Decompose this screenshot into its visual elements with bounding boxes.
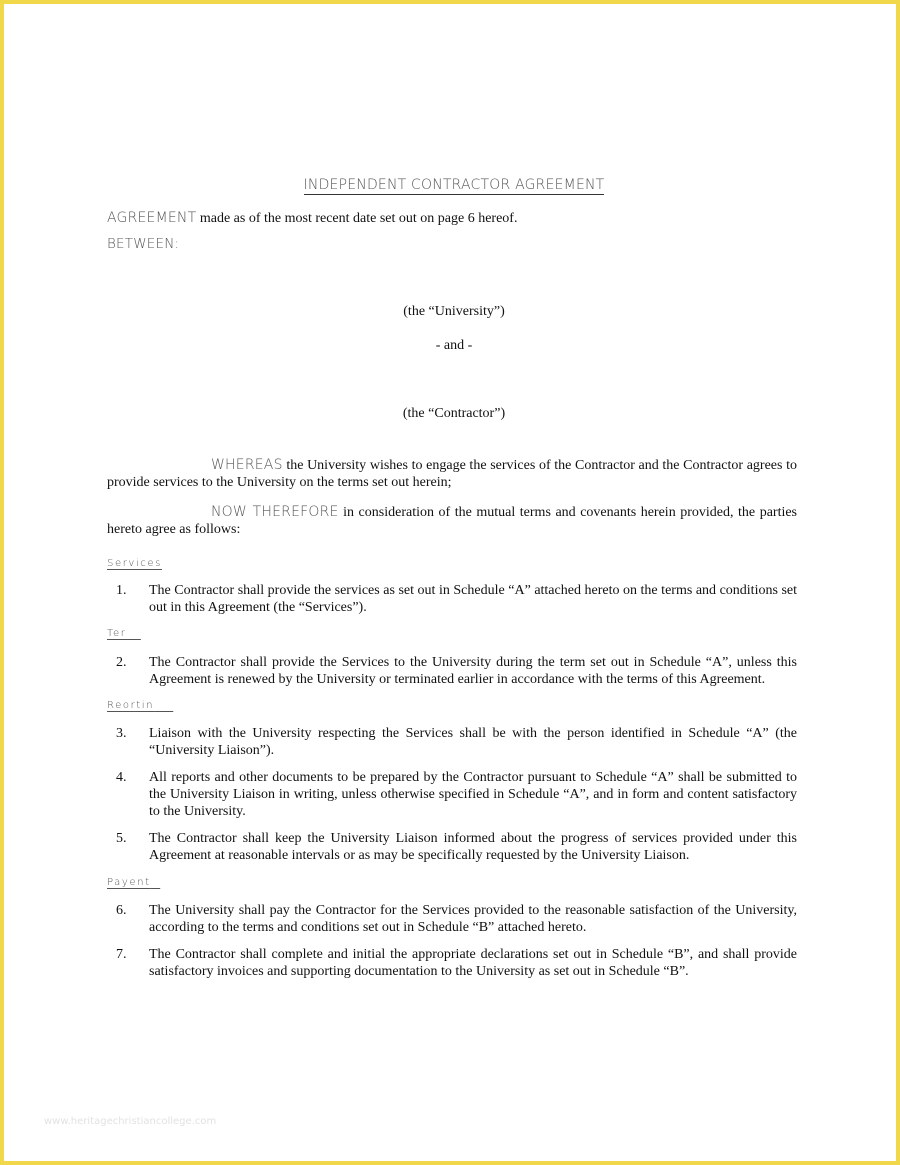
item-number: 6. xyxy=(116,903,127,918)
whereas-text: the University wishes to engage the services of the Contractor and the Contractor agrees to provide services to the University on the terms set out herein; xyxy=(107,458,797,490)
section-heading-services: Services xyxy=(107,558,162,569)
item-number: 5. xyxy=(116,831,127,846)
title-text: INDEPENDENT CONTRACTOR AGREEMENT xyxy=(303,177,605,193)
contractor-party: (the “Contractor”) xyxy=(402,406,506,421)
item-text: The Contractor shall provide the services as set out in Schedule “A” attached hereto on the terms and conditions set out in this Agreement (the “Services”). xyxy=(149,583,797,615)
agreement-line xyxy=(107,210,517,227)
section-heading-payment xyxy=(107,877,160,888)
item-number: 7. xyxy=(116,947,127,962)
item-number: 1. xyxy=(116,583,127,598)
list-item xyxy=(107,582,797,616)
list-item xyxy=(107,830,797,864)
item-text: Liaison with the University respecting the Services shall be with the person identified in Schedule “A” (the “University Liaison”). xyxy=(149,726,797,758)
item-number: 2. xyxy=(116,655,127,670)
item-text: The University shall pay the Contractor for the Services provided to the reasonable satisfaction of the University, according to the terms and conditions set out in Schedule “B” attached hereto. xyxy=(149,903,797,935)
list-item xyxy=(107,902,797,936)
item-text: All reports and other documents to be prepared by the Contractor pursuant to Schedule “A” shall be submitted to the University Liaison in writing, unless otherwise specified in Schedule “A”, and in form and content satisfactory to the University. xyxy=(149,770,797,819)
item-text: The Contractor shall complete and initial the appropriate declarations set out in Schedule “B”, and shall provide satisfactory invoices and supporting documentation to the University as set out in Schedule “B”. xyxy=(149,947,797,979)
whereas-paragraph xyxy=(107,457,797,491)
item-text: The Contractor shall keep the University Liaison informed about the progress of services provided under this Agreement at reasonable intervals or as may be specifically requested by the University Liaison. xyxy=(149,831,797,863)
list-item xyxy=(107,654,797,688)
section-heading-term xyxy=(107,628,141,639)
item-number: 3. xyxy=(116,726,127,741)
and-separator: - and - xyxy=(435,338,473,353)
agreement-text: made as of the most recent date set out on page 6 hereof. xyxy=(199,211,518,226)
now-therefore-paragraph xyxy=(107,504,797,538)
item-text: The Contractor shall provide the Services to the University during the term set out in Schedule “A”, unless this Agreement is renewed by the University or terminated earlier in accordance with the terms of this Agreement. xyxy=(149,655,797,687)
now-therefore-text: in consideration of the mutual terms and covenants herein provided, the parties hereto agree as follows: xyxy=(107,505,798,537)
whereas-keyword: WHEREAS xyxy=(211,457,283,473)
section-heading-term-text: Ter xyxy=(107,628,127,639)
agreement-keyword: AGREEMENT xyxy=(107,210,197,226)
list-item xyxy=(107,946,797,980)
university-party: (the “University”) xyxy=(403,304,505,319)
list-item xyxy=(107,769,797,820)
now-therefore-keyword: NOW THEREFORE xyxy=(211,504,339,520)
section-heading-payment-text: Payent xyxy=(107,877,151,888)
section-heading-reporting xyxy=(107,700,173,711)
between-label: BETWEEN: xyxy=(107,236,180,252)
section-heading-reporting-text: Reortin xyxy=(107,700,155,711)
document-title xyxy=(4,177,900,193)
item-number: 4. xyxy=(116,770,127,785)
watermark-text: www.heritagechristiancollege.com xyxy=(44,1116,217,1127)
list-item xyxy=(107,725,797,759)
